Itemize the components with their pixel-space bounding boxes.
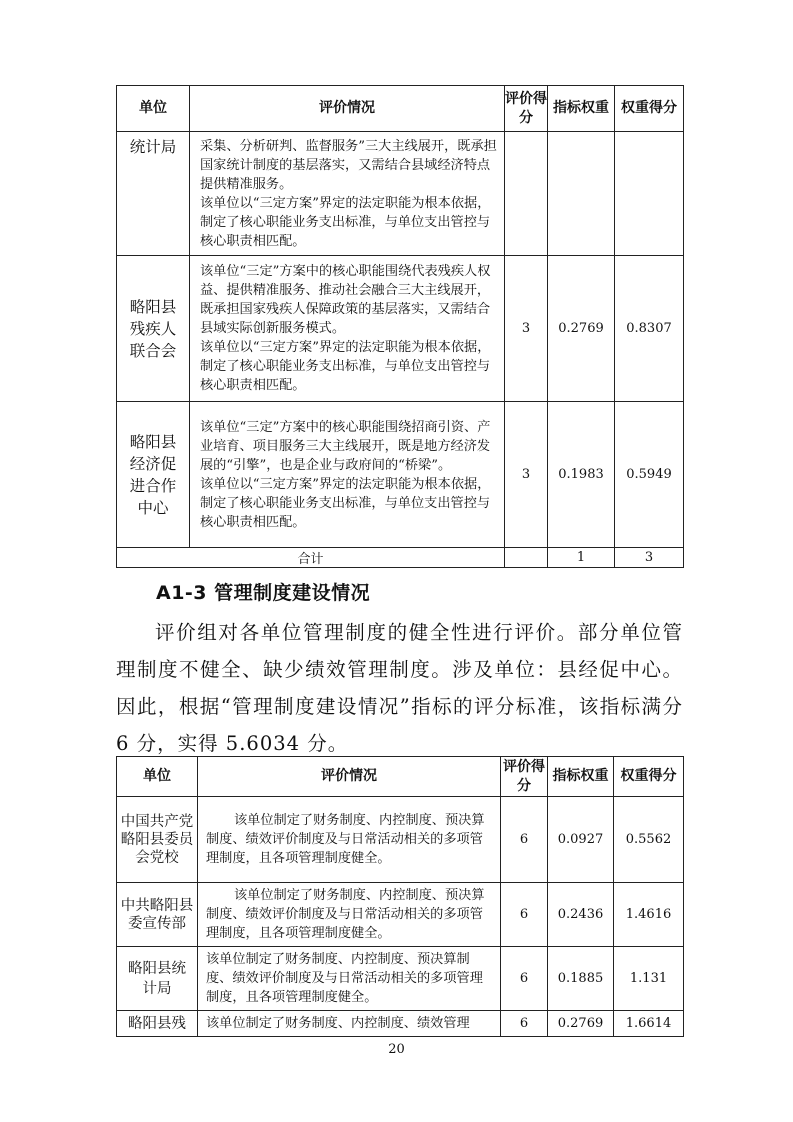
score-cell: 6 — [501, 947, 548, 1011]
score-cell: 3 — [505, 402, 548, 548]
unit-cell: 略阳县经济促进合作中心 — [117, 402, 190, 548]
unit-cell: 略阳县统计局 — [117, 947, 198, 1011]
evaluation-cell — [190, 256, 505, 402]
table-row — [117, 947, 684, 1011]
total-label: 合计 — [117, 548, 505, 568]
weighted-score-cell: 0.8307 — [615, 256, 684, 402]
table-row — [117, 797, 684, 883]
weighted-score-cell: 1.6614 — [614, 1011, 684, 1037]
weight-cell: 0.1885 — [548, 947, 614, 1011]
score-cell: 3 — [505, 256, 548, 402]
header-score: 评价得分 — [501, 757, 548, 797]
weighted-score-cell: 0.5949 — [615, 402, 684, 548]
unit-cell: 统计局 — [117, 132, 190, 256]
header-unit: 单位 — [117, 757, 198, 797]
table-row — [117, 1011, 684, 1037]
total-score — [505, 548, 548, 568]
evaluation-cell: 该单位制定了财务制度、内控制度、预决算制度、绩效评价制度及与日常活动相关的多项管理制度，且各项管理制度健全。 — [198, 947, 501, 1011]
evaluation-cell: 该单位制定了财务制度、内控制度、绩效管理 — [198, 1011, 501, 1037]
weighted-score-cell — [615, 132, 684, 256]
evaluation-paragraph: 该单位“三定”方案中的核心职能围绕招商引资、产业培育、项目服务三大主线展开，既是地方经济发展的“引擎”，也是企业与政府间的“桥梁”。 — [200, 419, 491, 473]
evaluation-paragraph: 采集、分析研判、监督服务”三大主线展开，既承担国家统计制度的基层落实，又需结合县域经济特点提供精准服务。 — [200, 138, 497, 192]
evaluation-paragraph: 该单位以“三定方案”界定的法定职能为根本依据，制定了核心职能业务支出标准，与单位支出管控与核心职责相匹配。 — [200, 340, 491, 393]
header-weight: 指标权重 — [548, 757, 614, 797]
table-row — [117, 256, 684, 402]
section-paragraph: 评价组对各单位管理制度的健全性进行评价。部分单位管理制度不健全、缺少绩效管理制度。涉及单位：县经促中心。因此，根据“管理制度建设情况”指标的评分标准，该指标满分 6 分，实得 5.6034 分。 — [116, 621, 683, 755]
evaluation-paragraph: 该单位“三定”方案中的核心职能围绕代表残疾人权益、提供精准服务、推动社会融合三大主线展开，既承担国家残疾人保障政策的基层落实，又需结合县域实际创新服务模式。 — [200, 264, 491, 336]
evaluation-cell: 该单位制定了财务制度、内控制度、预决算制度、绩效评价制度及与日常活动相关的多项管理制度，且各项管理制度健全。 — [198, 797, 501, 883]
total-weighted-score: 3 — [615, 548, 684, 568]
score-cell: 6 — [501, 1011, 548, 1037]
unit-cell: 中国共产党略阳县委员会党校 — [117, 797, 198, 883]
evaluation-cell — [190, 402, 505, 548]
evaluation-paragraph: 该单位以“三定方案”界定的法定职能为根本依据，制定了核心职能业务支出标准，与单位支出管控与核心职责相匹配。 — [200, 476, 491, 530]
score-cell: 6 — [501, 883, 548, 947]
header-evaluation: 评价情况 — [198, 757, 501, 797]
evaluation-table-2 — [116, 756, 684, 1037]
header-weight: 指标权重 — [548, 86, 615, 132]
table-header-row — [117, 86, 684, 132]
weighted-score-cell: 1.4616 — [614, 883, 684, 947]
page-number: 20 — [388, 1042, 405, 1057]
weight-cell: 0.2769 — [548, 1011, 614, 1037]
section-heading: A1-3 管理制度建设情况 — [156, 582, 371, 604]
weighted-score-cell: 0.5562 — [614, 797, 684, 883]
weight-cell: 0.2769 — [548, 256, 615, 402]
header-weighted-score: 权重得分 — [614, 757, 684, 797]
weight-cell: 0.0927 — [548, 797, 614, 883]
weighted-score-cell: 1.131 — [614, 947, 684, 1011]
header-evaluation: 评价情况 — [190, 86, 505, 132]
score-cell: 6 — [501, 797, 548, 883]
total-row — [117, 548, 684, 568]
total-weight: 1 — [548, 548, 615, 568]
evaluation-cell: 该单位制定了财务制度、内控制度、预决算制度、绩效评价制度及与日常活动相关的多项管理制度，且各项管理制度健全。 — [198, 883, 501, 947]
evaluation-paragraph: 该单位以“三定方案”界定的法定职能为根本依据，制定了核心职能业务支出标准，与单位支出管控与核心职责相匹配。 — [200, 195, 491, 249]
table-row — [117, 883, 684, 947]
table-header-row — [117, 757, 684, 797]
unit-cell: 中共略阳县委宣传部 — [117, 883, 198, 947]
header-weighted-score: 权重得分 — [615, 86, 684, 132]
header-score: 评价得分 — [505, 86, 548, 132]
table-row — [117, 132, 684, 256]
score-cell — [505, 132, 548, 256]
unit-cell: 略阳县残 — [117, 1011, 198, 1037]
weight-cell: 0.1983 — [548, 402, 615, 548]
weight-cell — [548, 132, 615, 256]
weight-cell: 0.2436 — [548, 883, 614, 947]
evaluation-table-1 — [116, 85, 684, 568]
evaluation-cell — [190, 132, 505, 256]
unit-cell: 略阳县残疾人联合会 — [117, 256, 190, 402]
table-row — [117, 402, 684, 548]
header-unit: 单位 — [117, 86, 190, 132]
